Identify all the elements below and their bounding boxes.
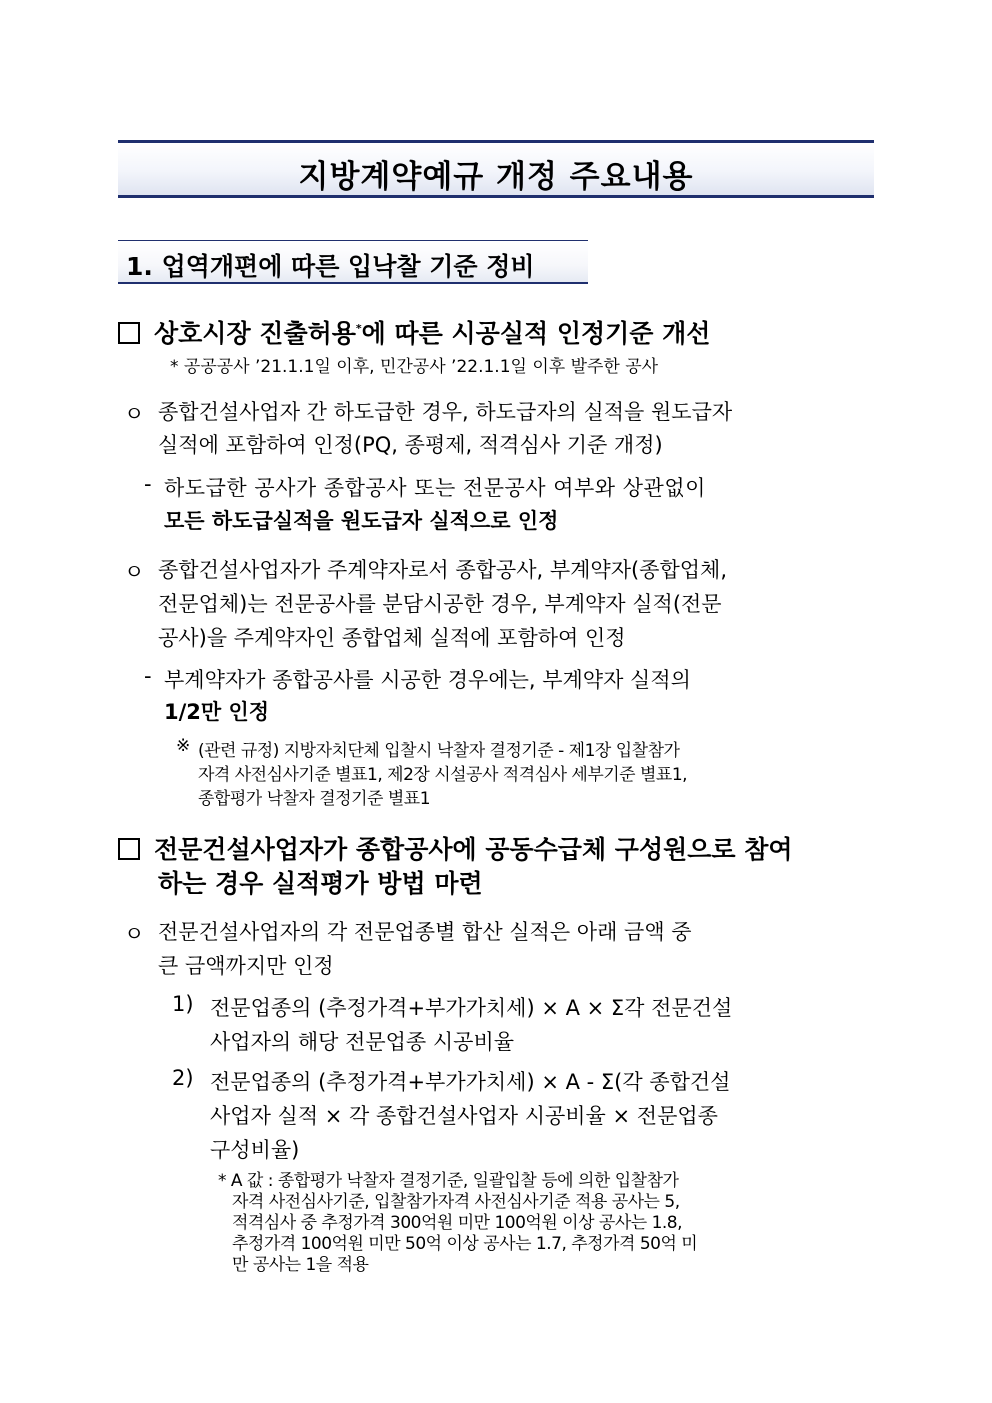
dash-icon: - [144,472,152,496]
block1-heading-text-b: 에 따른 시공실적 인정기준 개선 [361,319,711,348]
bullet-icon: ㅇ [124,560,145,584]
block1-ref-line3: 종합평가 낙찰자 결정기준 별표1 [198,789,431,809]
block1-item1-line2: 실적에 포함하여 인정(PQ, 종평제, 적격심사 기준 개정) [158,433,663,457]
block1-ref-line2: 자격 사전심사기준 별표1, 제2장 시설공사 적격심사 세부기준 별표1, [198,765,688,785]
document-title-box [118,140,874,198]
block1-item1-line1: 종합건설사업자 간 하도급한 경우, 하도급자의 실적을 원도급자 [158,400,733,424]
formula1-line1: 전문업종의 (추정가격+부가가치세) × A × Σ각 전문건설 [210,996,733,1020]
section-heading-box [118,240,588,284]
block2-heading-text-1: 전문건설사업자가 종합공사에 공동수급체 구성원으로 참여 [154,835,793,864]
a-value-note-line5: 만 공사는 1을 적용 [232,1255,369,1275]
block1-item2-line2: 전문업체)는 전문공사를 분담시공한 경우, 부계약자 실적(전문 [158,592,722,616]
formula2-line1: 전문업종의 (추정가격+부가가치세) × A - Σ(각 종합건설 [210,1070,731,1094]
block1-heading-text-a: 상호시장 진출허용 [154,319,356,348]
block2-heading-line2: 하는 경우 실적평가 방법 마련 [158,869,483,898]
block2-item1-line2: 큰 금액까지만 인정 [158,954,334,978]
bullet-icon: ㅇ [124,402,145,426]
a-value-note-line4: 추정가격 100억원 미만 50억 이상 공사는 1.7, 추정가격 50억 미 [232,1234,698,1254]
block1-heading-sup: * [355,322,362,335]
formula2-line2: 사업자 실적 × 각 종합건설사업자 시공비율 × 전문업종 [210,1104,718,1128]
checkbox-icon [118,838,140,860]
formula1-line2: 사업자의 해당 전문업종 시공비율 [210,1030,515,1054]
block1-ref-line1: (관련 규정) 지방자치단체 입찰시 낙찰자 결정기준 - 제1장 입찰참가 [198,741,680,761]
formula2-line3: 구성비율) [210,1138,300,1162]
block2-heading-line1 [118,830,793,866]
checkbox-icon [118,322,140,344]
formula2-number: 2) [172,1066,194,1090]
block2-item1-line1: 전문건설사업자의 각 전문업종별 합산 실적은 아래 금액 중 [158,920,692,944]
block1-item1-sub-line2: 모든 하도급실적을 원도급자 실적으로 인정 [164,509,559,533]
formula1-number: 1) [172,992,194,1016]
block1-item1-sub-line1: 하도급한 공사가 종합공사 또는 전문공사 여부와 상관없이 [164,476,706,500]
dash-icon: - [144,664,152,688]
block1-footnote: * 공공공사 ’21.1.1일 이후, 민간공사 ’22.1.1일 이후 발주한 공사 [170,357,659,377]
section-heading: 1. 업역개편에 따른 입낙찰 기준 정비 [126,252,535,281]
block1-heading [118,314,710,350]
block1-item2-line1: 종합건설사업자가 주계약자로서 종합공사, 부계약자(종합업체, [158,558,728,582]
document-title: 지방계약예규 개정 주요내용 [298,159,694,195]
bullet-icon: ㅇ [124,922,145,946]
a-value-note-line2: 자격 사전심사기준, 입찰참가자격 사전심사기준 적용 공사는 5, [232,1192,680,1212]
block1-item2-sub-line2: 1/2만 인정 [164,700,270,724]
reference-mark-icon: ※ [176,736,190,756]
a-value-note-line1: * A 값 : 종합평가 낙찰자 결정기준, 일괄입찰 등에 의한 입찰참가 [218,1171,679,1191]
a-value-note-line3: 적격심사 중 추정가격 300억원 미만 100억원 이상 공사는 1.8, [232,1213,683,1233]
block1-item2-sub-line1: 부계약자가 종합공사를 시공한 경우에는, 부계약자 실적의 [164,668,691,692]
block1-item2-line3: 공사)을 주계약자인 종합업체 실적에 포함하여 인정 [158,626,626,650]
